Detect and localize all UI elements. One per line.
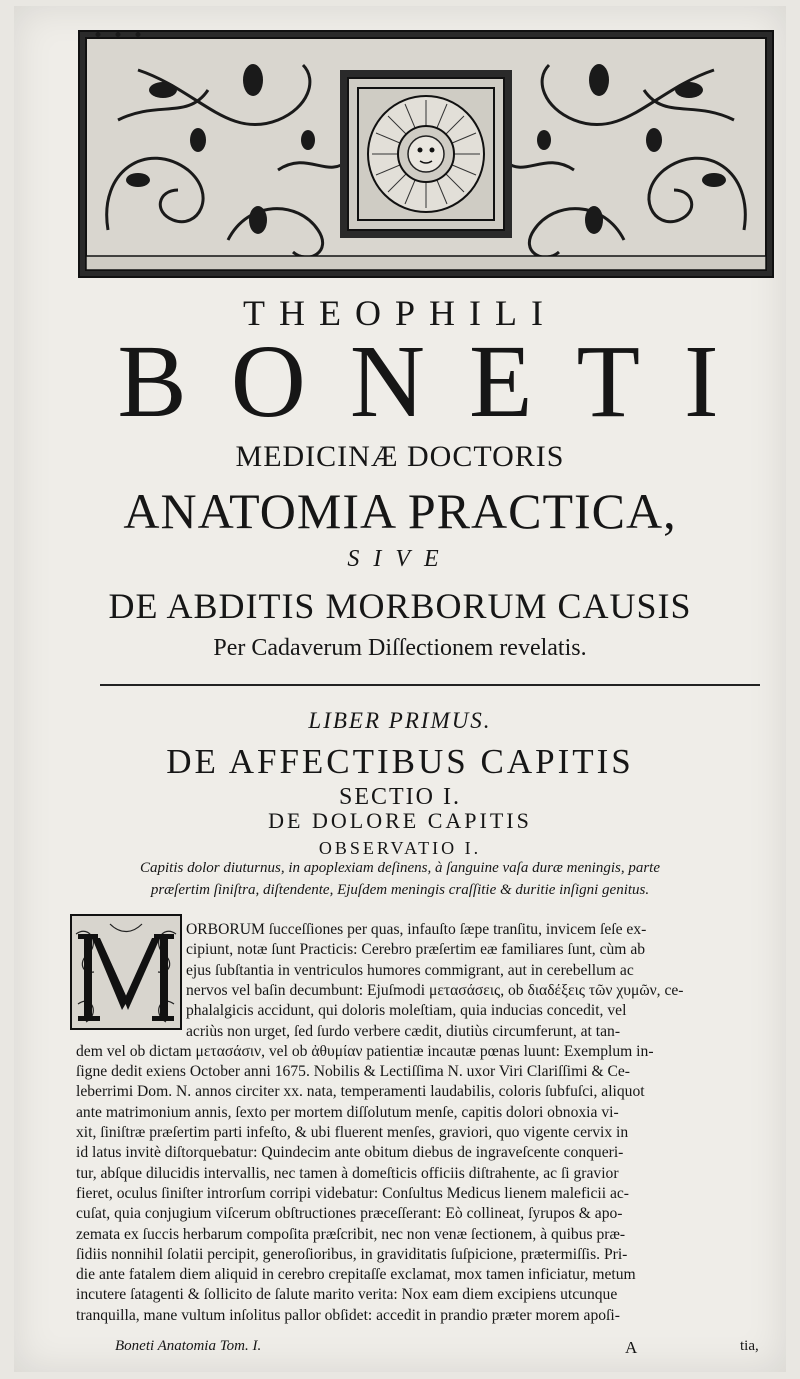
body-line: tranquilla, mane vultum inſolitus pallor obſidet: accedit in prandio præter morem apoſi- (76, 1306, 620, 1324)
body-line: zemata ex ſuccis herbarum compoſita præſcribit, nec non venæ ſectionem, à quibus præ- (76, 1225, 626, 1243)
work-subtitle: DE ABDITIS MORBORUM CAUSIS (108, 586, 692, 626)
body-line: ſidiis nonnihil ſolatii percipit, generoſioribus, in graviditatis ſuſpicione, prætermiſſis. Pri- (76, 1245, 628, 1263)
body-line: leberrimi Dom. N. annos circiter xx. nata, temperamenti laudabilis, coloris ſubfuſci, aliquot (76, 1083, 645, 1101)
work-title: ANATOMIA PRACTICA, (123, 483, 677, 539)
decorated-initial-m (70, 914, 182, 1030)
sectio-heading: SECTIO I. (339, 784, 461, 810)
sectio-title: DE DOLORE CAPITIS (268, 808, 532, 833)
work-subtitle-2: Per Cadaverum Diſſectionem revelatis. (213, 635, 587, 661)
body-line: ſigne dedit exiens October anni 1675. Nobilis & Lectiſſima N. uxor Viri Clariſſimi & Ce- (76, 1063, 630, 1081)
body-line: dem vel ob dictam μετασάσιν, vel ob ἀθυμίαν patientiæ incautæ pœnas luunt: Exemplum in- (76, 1042, 654, 1060)
observatio-heading: OBSERVATIO I. (318, 838, 482, 858)
body-line: tur, abſque dilucidis intervallis, nec tamen à domeſticis officiis diſtrahente, ac ſi gravior (76, 1164, 619, 1182)
body-line: cipiunt, notæ ſunt Practicis: Cerebro præſertim eæ familiares ſunt, cùm ab (186, 941, 646, 959)
body-line: cuſat, quia conjugium viſcerum obſtructiones præceſſerant: Eò collineat, ſyrupos & apo- (76, 1205, 623, 1223)
signature-mark: A (625, 1338, 638, 1357)
running-title: Boneti Anatomia Tom. I. (115, 1338, 262, 1354)
body-line: phalalgicis accidunt, qui doloris moleſtiam, quia inducias concedit, vel (186, 1002, 627, 1020)
author-degree: MEDICINÆ DOCTORIS (235, 440, 565, 473)
body-line: ejus ſubſtantia in ventriculos humores commigrant, aut in cerebellum ac (186, 961, 634, 979)
body-line: ante matrimonium annis, ſexto per mortem diſſolutum menſe, capitis dolori obnoxia vi- (76, 1103, 619, 1121)
observation-summary-line-2: præſertim ſiniſtra, diſtendente, Ejuſdem meningis craſſitie & duritie inſigni genitus. (150, 882, 650, 898)
observation-summary-line-1: Capitis dolor diuturnus, in apoplexiam deſinens, à ſanguine vaſa duræ meningis, parte (140, 860, 660, 876)
author-given-name: THEOPHILI (243, 293, 557, 333)
headpiece-ornament (78, 30, 774, 278)
body-line: acriùs non urget, ſed ſurdo verbere cædit, diutiùs circumferunt, at tan- (186, 1022, 621, 1040)
catchword: tia, (740, 1338, 759, 1354)
title-rule (100, 684, 760, 686)
body-line: incutere ſatagenti & ſollicito de ſalute marito verita: Nox eam diem excipiens utcunque (76, 1286, 618, 1304)
body-line: die ante fatalem diem aliquid in cerebro crepitaſſe exclamat, mox tamen inficiatur, metum (76, 1266, 636, 1284)
body-line: id latus invitè diſtorquebatur: Quindecim ante obitum diebus de ingraveſcente conqueri- (76, 1144, 624, 1162)
body-line: fieret, oculus ſiniſter introrſum corripi videbatur: Conſultus Medicus lienem maleficii ac- (76, 1184, 629, 1202)
title-sive: SIVE (347, 546, 453, 572)
author-surname: BONETI (117, 324, 763, 439)
part-heading: DE AFFECTIBUS CAPITIS (166, 742, 634, 781)
book-heading: LIBER PRIMUS. (308, 708, 492, 733)
body-line: nervos vel baſin decumbunt: Ejuſmodi μετασάσεις, ob διαδέξεις τῶν χυμῶν, ce- (186, 981, 684, 999)
body-line: xit, ſiniſtræ præſertim parti infeſto, & ubi fluerent menſes, graviori, quo vigente cervix in (76, 1124, 629, 1141)
body-line: ORBORUM ſucceſſiones per quas, infauſto ſæpe tranſitu, invicem ſeſe ex- (186, 921, 647, 938)
